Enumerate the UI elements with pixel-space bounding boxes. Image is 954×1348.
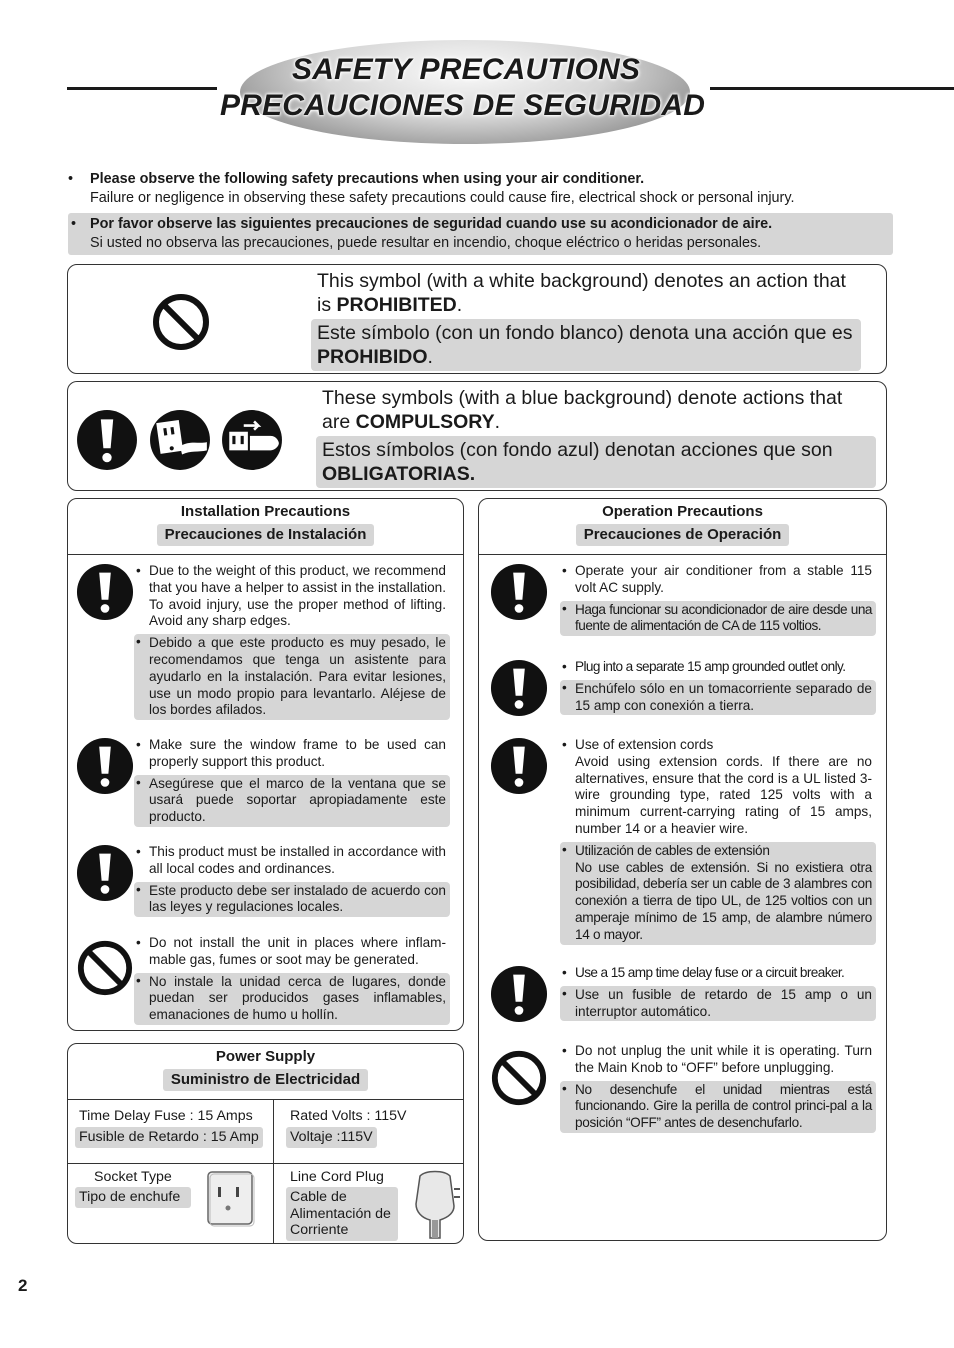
prohibited-icon <box>76 939 134 997</box>
installation-title-es: Precauciones de Instalación <box>157 524 375 546</box>
power-supply-title-es: Suministro de Electricidad <box>163 1069 368 1091</box>
installation-precautions-box <box>67 498 464 1031</box>
intro-spanish: • Por favor observe las siguientes precauciones de seguridad cuando use su acondicionador de aire. Si usted no observa las precauciones, puede resultar en incendio, choque eléctrico o heridas personales. <box>68 213 893 255</box>
installation-item-es: • Debido a que este producto es muy pesado, le recomendamos que tenga un asistente para ayudarlo en la instalación. Para evitar lesiones, use un modo propio para levantarlo. Aléjese de los bordes afilados. <box>134 634 450 720</box>
installation-item-en: • Due to the weight of this product, we recommend that you have a helper to assist in the installation. To avoid injury, use the proper method of lifting. Avoid any sharp edges. <box>136 563 446 629</box>
intro-english: • Please observe the following safety precautions when using your air conditioner. Failure or negligence in observing these safety precautions could cause fire, electrical shock or personal injury. <box>68 170 893 208</box>
operation-item-en: • Use of extension cords Avoid using extension cords. If there are no alternatives, ensure that the cord is a UL listed 3-wire grounding type, rated 125 volts with a minimum current-carrying rating of 15 amps, number 14 or a heavier wire. <box>562 737 872 836</box>
page-number: 2 <box>18 1276 28 1295</box>
installation-title-en: Installation Precautions <box>180 503 351 520</box>
operation-header <box>479 499 886 555</box>
exclamation-icon <box>490 563 548 621</box>
exclamation-icon <box>76 409 138 471</box>
installation-item-es: • Asegúrese que el marco de la ventana que se usará puede soportar apropiadamente este producto. <box>134 775 450 827</box>
intro-english-bold: Please observe the following safety precautions when using your air conditioner. <box>90 171 645 187</box>
page-title-es: PRECAUCIONES DE SEGURIDAD <box>220 89 706 122</box>
operation-item-es: • Use un fusible de retardo de 15 amp o un interruptor automático. <box>560 986 876 1022</box>
operation-precautions-box <box>478 498 887 1241</box>
operation-item-en: • Use a 15 amp time delay fuse or a circuit breaker. <box>562 965 845 980</box>
installation-item-es: • No instale la unidad cerca de lugares, donde puedan ser producidos gases inflamables, emanaciones de humo u hollín. <box>134 973 450 1025</box>
title-rule-right <box>710 87 954 90</box>
prohibited-description-es: Este símbolo (con un fondo blanco) denota una acción que es PROHIBIDO. <box>311 319 861 371</box>
exclamation-icon <box>76 844 134 902</box>
installation-item-en: • Make sure the window frame to be used can properly support this product. <box>136 737 446 769</box>
operation-item-es: • Utilización de cables de extensión No use cables de extensión. Si no existiera otra posibilidad, debería ser un cable de 3 alambres con conexión a tierra de tipo UL, de 125 voltios con un amperaje mínimo de 15 amp, de alambre número 14 o mayor. <box>560 842 876 945</box>
socket-type-en: Socket Type <box>94 1169 172 1185</box>
intro-english-text: Failure or negligence in observing these safety precautions could cause fire, electrical shock or personal injury. <box>90 190 795 206</box>
line-cord-plug <box>286 1169 398 1241</box>
voltage-spec-en: Rated Volts : 115V <box>290 1108 407 1124</box>
voltage-spec <box>286 1108 406 1148</box>
wall-socket-icon <box>206 1170 256 1228</box>
power-supply-box <box>67 1043 464 1244</box>
installation-item-en: • Do not install the unit in places where inflam-mable gas, fumes or soot may be generated. <box>136 935 446 967</box>
unplug-icon <box>149 409 211 471</box>
operation-item-en: • Plug into a separate 15 amp grounded outlet only. <box>562 659 846 674</box>
exclamation-icon <box>490 659 548 717</box>
line-cord-plug-en: Line Cord Plug <box>290 1169 384 1185</box>
fuse-spec-en: Time Delay Fuse : 15 Amps <box>79 1108 253 1124</box>
compulsory-description-es: Estos símbolos (con fondo azul) denotan acciones que son OBLIGATORIAS. <box>316 436 876 488</box>
prohibited-icon <box>151 292 211 352</box>
ground-plug-icon <box>221 409 283 471</box>
fuse-spec-es: Fusible de Retardo : 15 Amp <box>75 1127 263 1148</box>
operation-item-es: • No desenchufe el unidad mientras está funcionando. Gire la perilla de control princi-pal a la posición “OFF” antes de desenchufarlo. <box>560 1081 876 1133</box>
operation-title-es: Precauciones de Operación <box>576 524 790 546</box>
operation-item-en: • Do not unplug the unit while it is operating. Turn the Main Knob to “OFF” before unplugging. <box>562 1043 872 1075</box>
exclamation-icon <box>76 563 134 621</box>
exclamation-icon <box>490 965 548 1023</box>
prohibited-icon <box>490 1049 548 1107</box>
operation-title-en: Operation Precautions <box>602 503 763 520</box>
compulsory-symbol-box <box>67 381 887 491</box>
operation-item-en: • Operate your air conditioner from a stable 115 volt AC supply. <box>562 563 872 595</box>
prohibited-description-en: This symbol (with a white background) denotes an action that is PROHIBITED. <box>317 270 846 316</box>
power-supply-title-en: Power Supply <box>215 1048 316 1065</box>
installation-item-es: • Este producto debe ser instalado de acuerdo con las leyes y regulaciones locales. <box>134 882 450 918</box>
installation-header <box>68 499 463 555</box>
prohibited-description <box>311 269 861 371</box>
page-title-en: SAFETY PRECAUTIONS <box>292 53 641 86</box>
line-cord-plug-es: Cable de Alimentación de Corriente <box>286 1187 398 1241</box>
intro-spanish-text: Si usted no observa las precauciones, puede resultar en incendio, choque eléctrico o heridas personales. <box>90 235 762 251</box>
voltage-spec-es: Voltaje :115V <box>286 1127 377 1148</box>
prohibited-symbol-box <box>67 264 887 374</box>
exclamation-icon <box>490 737 548 795</box>
fuse-spec <box>75 1108 263 1148</box>
power-supply-header <box>68 1044 463 1100</box>
compulsory-description <box>316 386 876 488</box>
socket-type-es: Tipo de enchufe <box>75 1187 191 1208</box>
operation-item-es: • Haga funcionar su acondicionador de aire desde una fuente de alimentación de CA de 115 voltios. <box>560 601 876 637</box>
exclamation-icon <box>76 737 134 795</box>
title-rule-left <box>67 87 217 90</box>
power-plug-icon <box>410 1168 460 1240</box>
operation-item-es: • Enchúfelo sólo en un tomacorriente separado de 15 amp con conexión a tierra. <box>560 680 876 716</box>
intro-spanish-bold: Por favor observe las siguientes precauciones de seguridad cuando use su acondicionador de aire. <box>90 216 773 232</box>
compulsory-description-en: These symbols (with a blue background) denote actions that are COMPULSORY. <box>322 387 843 433</box>
installation-item-en: • This product must be installed in accordance with all local codes and ordinances. <box>136 844 446 876</box>
socket-type <box>75 1169 191 1208</box>
